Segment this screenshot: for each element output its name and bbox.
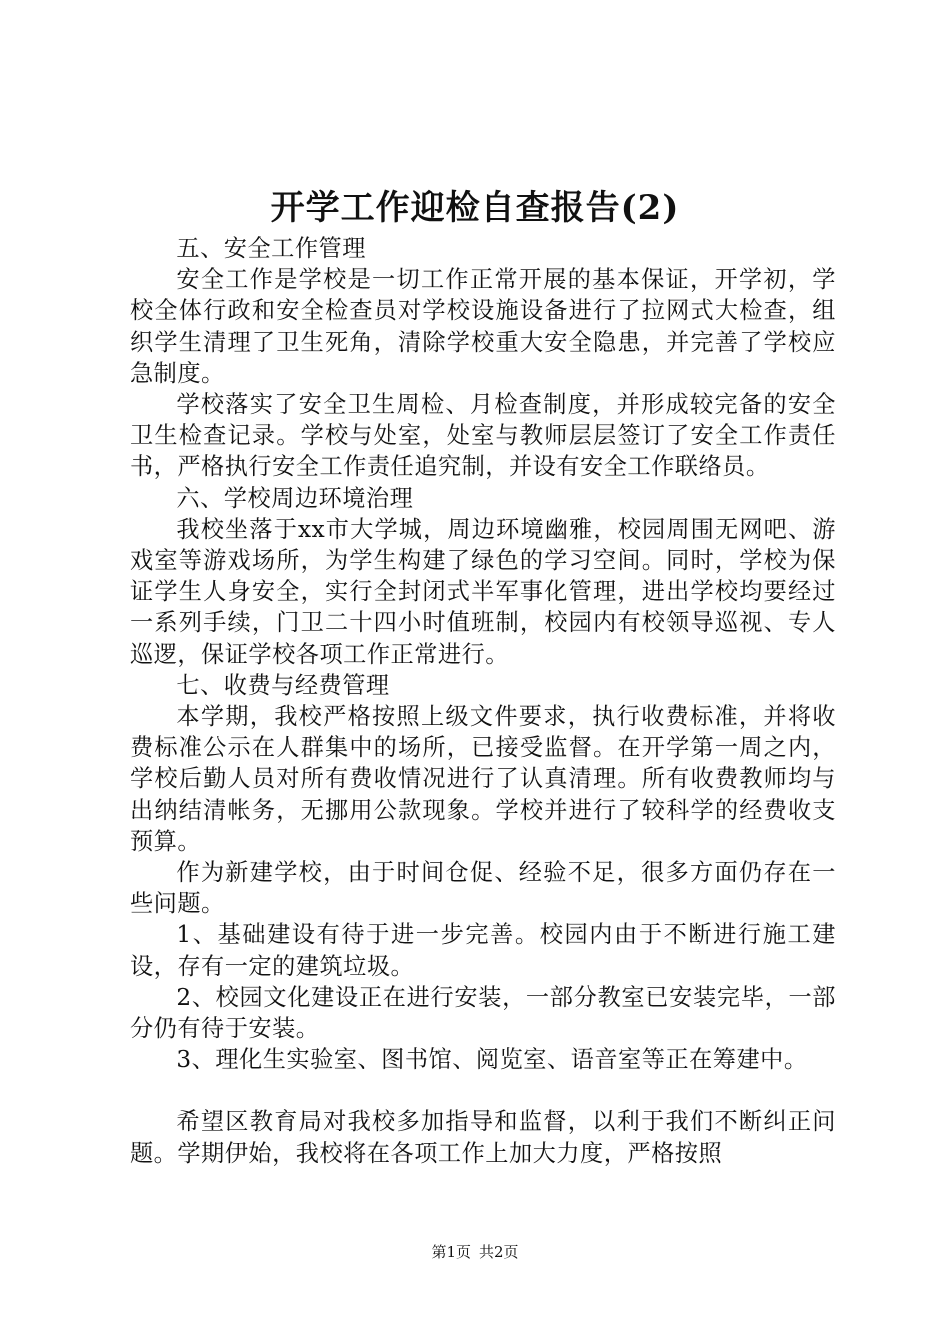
section-heading: 六、学校周边环境治理 (176, 484, 414, 512)
paragraph: 安全工作是学校是一切工作正常开展的基本保证，开学初，学校全体行政和安全检查员对学校设施设备进行了拉网式大检查，组织学生清理了卫生死角，清除学校重大安全隐患，并完善了学校应急制度。 (130, 266, 836, 387)
section-heading: 七、收费与经费管理 (176, 671, 390, 699)
blank-line (130, 1075, 836, 1106)
list-item: 3、理化生实验室、图书馆、阅览室、语音室等正在筹建中。 (176, 1046, 808, 1074)
paragraph: 学校落实了安全卫生周检、月检查制度，并形成较完备的安全卫生检查记录。学校与处室，处室与教师层层签订了安全工作责任书，严格执行安全工作责任追究制，并设有安全工作联络员。 (130, 391, 836, 481)
page-number: 第1页 (431, 1243, 471, 1261)
page-footer (0, 1242, 950, 1262)
list-item: 1、基础建设有待于进一步完善。校园内由于不断进行施工建设，存有一定的建筑垃圾。 (130, 921, 836, 980)
document-body (130, 233, 836, 1169)
paragraph: 作为新建学校，由于时间仓促、经验不足，很多方面仍存在一些问题。 (130, 859, 836, 918)
document-title: 开学工作迎检自查报告(2) (270, 188, 680, 228)
section-heading: 五、安全工作管理 (176, 235, 366, 262)
paragraph: 希望区教育局对我校多加指导和监督，以利于我们不断纠正问题。学期伊始，我校将在各项工作上加大力度，严格按照 (130, 1108, 836, 1167)
paragraph: 本学期，我校严格按照上级文件要求，执行收费标准，并将收费标准公示在人群集中的场所，已接受监督。在开学第一周之内，学校后勤人员对所有费收情况进行了认真清理。所有收费教师均与出纳结清帐务，无挪用公款现象。学校并进行了较科学的经费收支预算。 (130, 703, 836, 855)
list-item: 2、校园文化建设正在进行安装，一部分教室已安装完毕，一部分仍有待于安装。 (130, 983, 836, 1043)
page-total: 共2页 (479, 1243, 519, 1261)
paragraph: 我校坐落于xx市大学城，周边环境幽雅，校园周围无网吧、游戏室等游戏场所，为学生构建了绿色的学习空间。同时，学校为保证学生人身安全，实行全封闭式半军事化管理，进出学校均要经过一系列手续，门卫二十四小时值班制，校园内有校领导巡视、专人巡逻，保证学校各项工作正常进行。 (130, 515, 836, 668)
